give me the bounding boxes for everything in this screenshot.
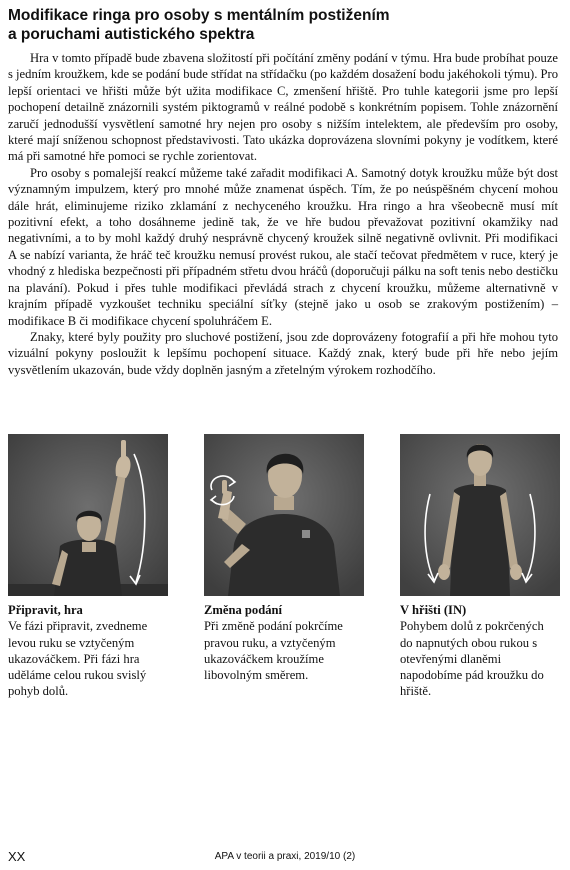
- paragraph: Pro osoby s pomalejší reakcí můžeme také zařadit modifikaci A. Samotný dotyk kroužku může být dost významným impulzem, který pro mnohé může znamenat úspěch. Tím, že po neúspěšném chycení mohou dále hrát, eliminujeme riziko zklamání z nechyceného kroužku. Hra ringo a hra všeobecně musí mít pozitivní efekt, a toho dosáhneme jedině tak, že ve hře budou převažovat pozitivní okamžiky nad negativními, a to by mohl každý druhý nesprávně chycený kroužek silně negativně ovlivnit. Při modifikaci A se nabízí varianta, že hráč teč kroužku nemusí provést rukou, ale stačí tečovat předmětem v ruce, který je vhodný z hlediska bezpečnosti při případném střetu dvou hráčů (doporučuji pálku na soft tenis nebo destičku na plavání). Pokud i přes tuhle modifikaci převládá strach z chycení kroužku, můžeme alternativně v krajním případě vyzkoušet techniku speciální síťky (stejně jako u osob se zrakovým postižením) – modifikace B či modifikace chycení spoluhráčem E.: [8, 165, 558, 328]
- article-title: [8, 6, 538, 44]
- caption-serve-change: [204, 602, 372, 683]
- page-number: XX: [8, 849, 26, 864]
- caption-title: Změna podání: [204, 603, 283, 617]
- photo-serve-change: [204, 434, 364, 596]
- caption-title: V hřišti (IN): [400, 603, 467, 617]
- caption-text: Při změně podání pokrčíme pravou ruku, a vztyčeným ukazováčkem kroužíme libovolným směrem.: [204, 619, 343, 683]
- caption-in-court: [400, 602, 568, 700]
- caption-ready-play: [8, 602, 176, 700]
- caption-text: Pohybem dolů z pokrčených do napnutých obou rukou s otevřenými dlaněmi napodobíme pád kroužku do hřiště.: [400, 619, 544, 699]
- paragraph: Hra v tomto případě bude zbavena složitostí při počítání změny podání v týmu. Hra bude probíhat pouze s jedním kroužkem, kde se podání bude střídat na střídačku (po každém dosažení bodu jakéhokoli týmu). Pro lepší orientaci ve hřišti může být užita modifikace C, zmenšení hřiště. Pro tuhle kategorii jsme pro lepší pochopení detailně znázornili systém piktogramů v reálné podobě s konkrétním popisem. Tohle znázornění zaručí jednodušší vysvětlení samotné hry nejen pro osoby s nižším intelektem, ale především pro osoby, které mají sníženou schopnost představivosti. Tato ukázka doprovázena slovními pokyny je vodítkem, které má při samotné hře pomoci se rychle zorientovat.: [8, 51, 558, 164]
- photo-in-court: [400, 434, 560, 596]
- caption-text: Ve fázi připravit, zvedneme levou ruku se vztyčeným ukazováčkem. Při fázi hra uděláme celou rukou svislý pohyb dolů.: [8, 619, 148, 699]
- article-body: [8, 50, 558, 378]
- caption-title: Připravit, hra: [8, 603, 83, 617]
- journal-citation: APA v teorii a praxi, 2019/10 (2): [214, 851, 356, 862]
- title-line-2: a poruchami autistického spektra: [8, 26, 255, 43]
- photo-ready-play: [8, 434, 168, 596]
- paragraph: Znaky, které byly použity pro sluchové postižení, jsou zde doprovázeny fotografií a při hře mohou tyto vizuální pokyny posloužit k lepšímu pochopení situace. Každý znak, který bude při hře nebo jejím vysvětlením ukazován, bude vždy doplněn jasným a zřetelným výrokem rozhodčího.: [8, 329, 558, 377]
- title-line-1: Modifikace ringa pro osoby s mentálním postižením: [8, 7, 390, 24]
